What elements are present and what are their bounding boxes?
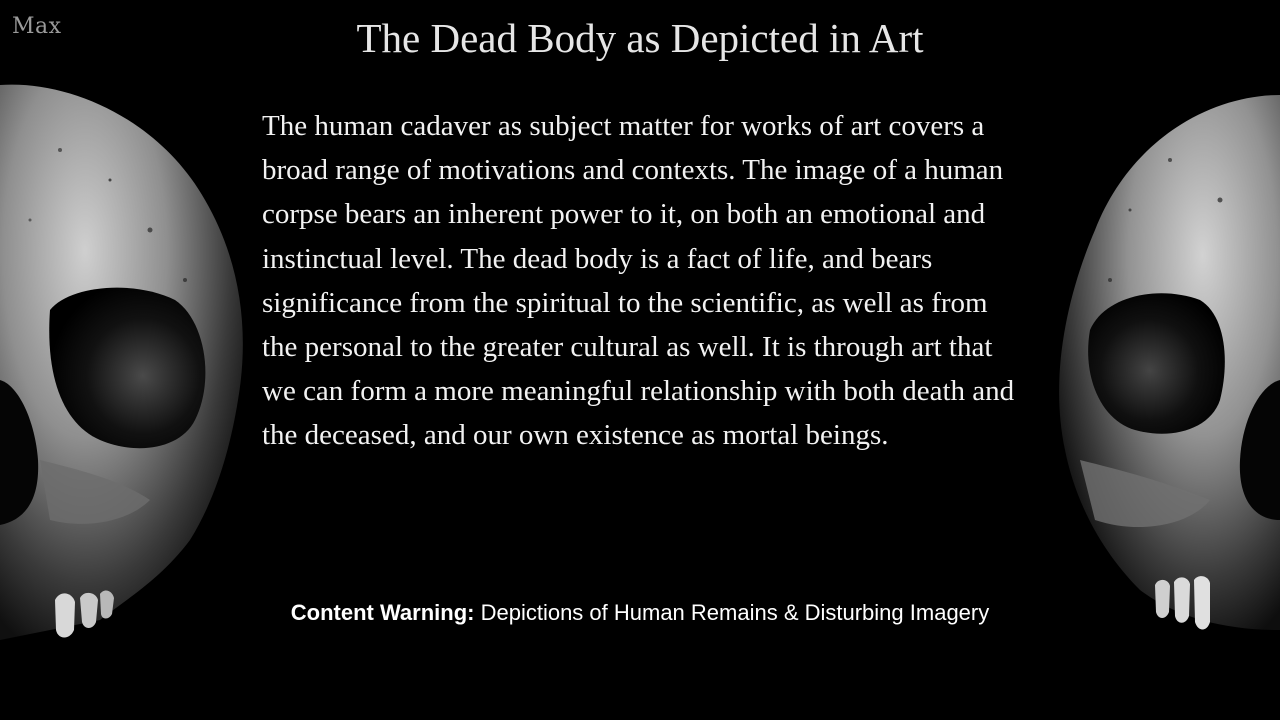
author-name: Max: [12, 14, 62, 39]
content-warning: [0, 600, 1280, 626]
content-warning-text: Depictions of Human Remains & Disturbing Imagery: [474, 600, 990, 625]
slide-body-text: The human cadaver as subject matter for works of art covers a broad range of motivations and contexts. The image of a human corpse bears an inherent power to it, on both an emotional and instinctual level. The dead body is a fact of life, and bears significance from the spiritual to the scientific, as well as from the personal to the greater cultural as well. It is through art that we can form a more meaningful relationship with both death and the deceased, and our own existence as mortal beings.: [262, 110, 1015, 452]
content-warning-label: Content Warning:: [290, 600, 475, 625]
slide-title: The Dead Body as Depicted in Art: [356, 15, 924, 61]
